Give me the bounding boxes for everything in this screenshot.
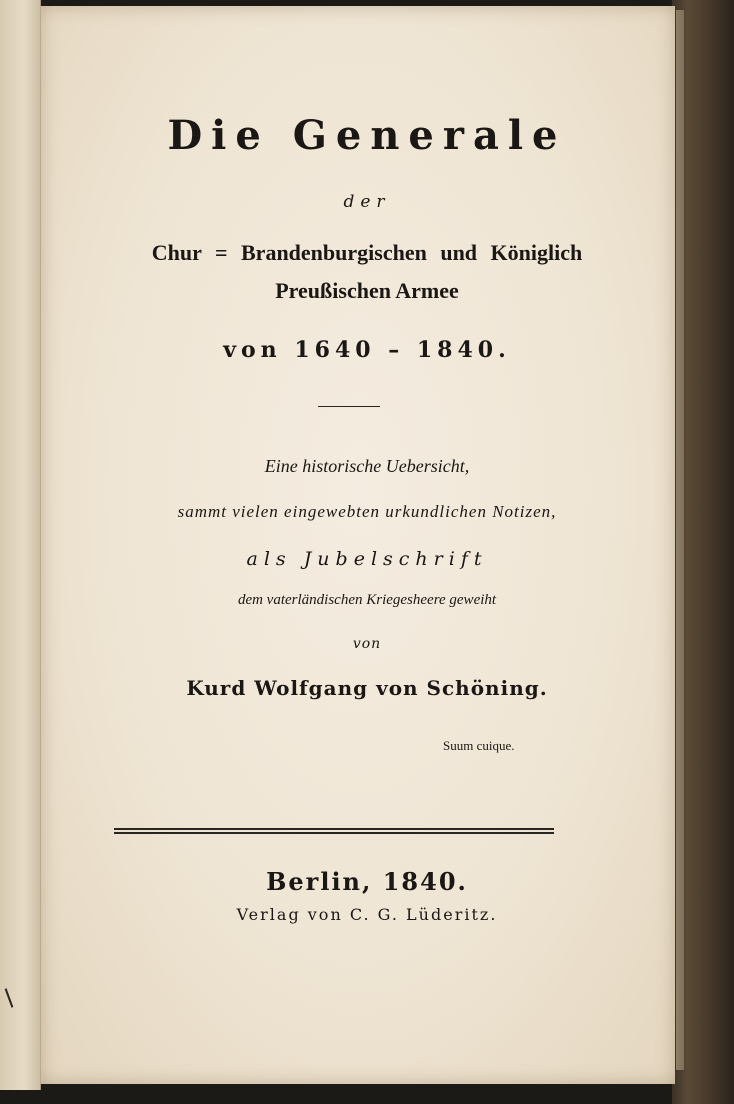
dedication-line: dem vaterländischen Kriegesheere geweiht (237, 592, 497, 608)
description-line-1: Eine historische Uebersicht, (264, 456, 470, 476)
double-rule-divider (114, 828, 554, 836)
jubelschrift-line: als Jubelschrift (246, 548, 488, 570)
previous-page-edge (0, 0, 41, 1090)
by-line: von (352, 636, 382, 652)
place-and-year: Berlin, 1840. (266, 867, 468, 896)
description-line-2: sammt vielen eingewebten urkundlichen Notizen, (177, 502, 557, 521)
subtitle-line-1: Chur = Brandenburgischen und Königlich (151, 240, 583, 265)
publisher: Verlag von C. G. Lüderitz. (236, 905, 498, 924)
title-connector: der (343, 192, 391, 212)
year-range: von 1640 – 1840. (223, 337, 511, 363)
short-divider (318, 406, 380, 407)
author-name: Kurd Wolfgang von Schöning. (186, 676, 548, 700)
subtitle-line-2: Preußischen Armee (275, 278, 459, 303)
book-title: Die Generale (167, 112, 567, 159)
motto: Suum cuique. (443, 738, 515, 753)
